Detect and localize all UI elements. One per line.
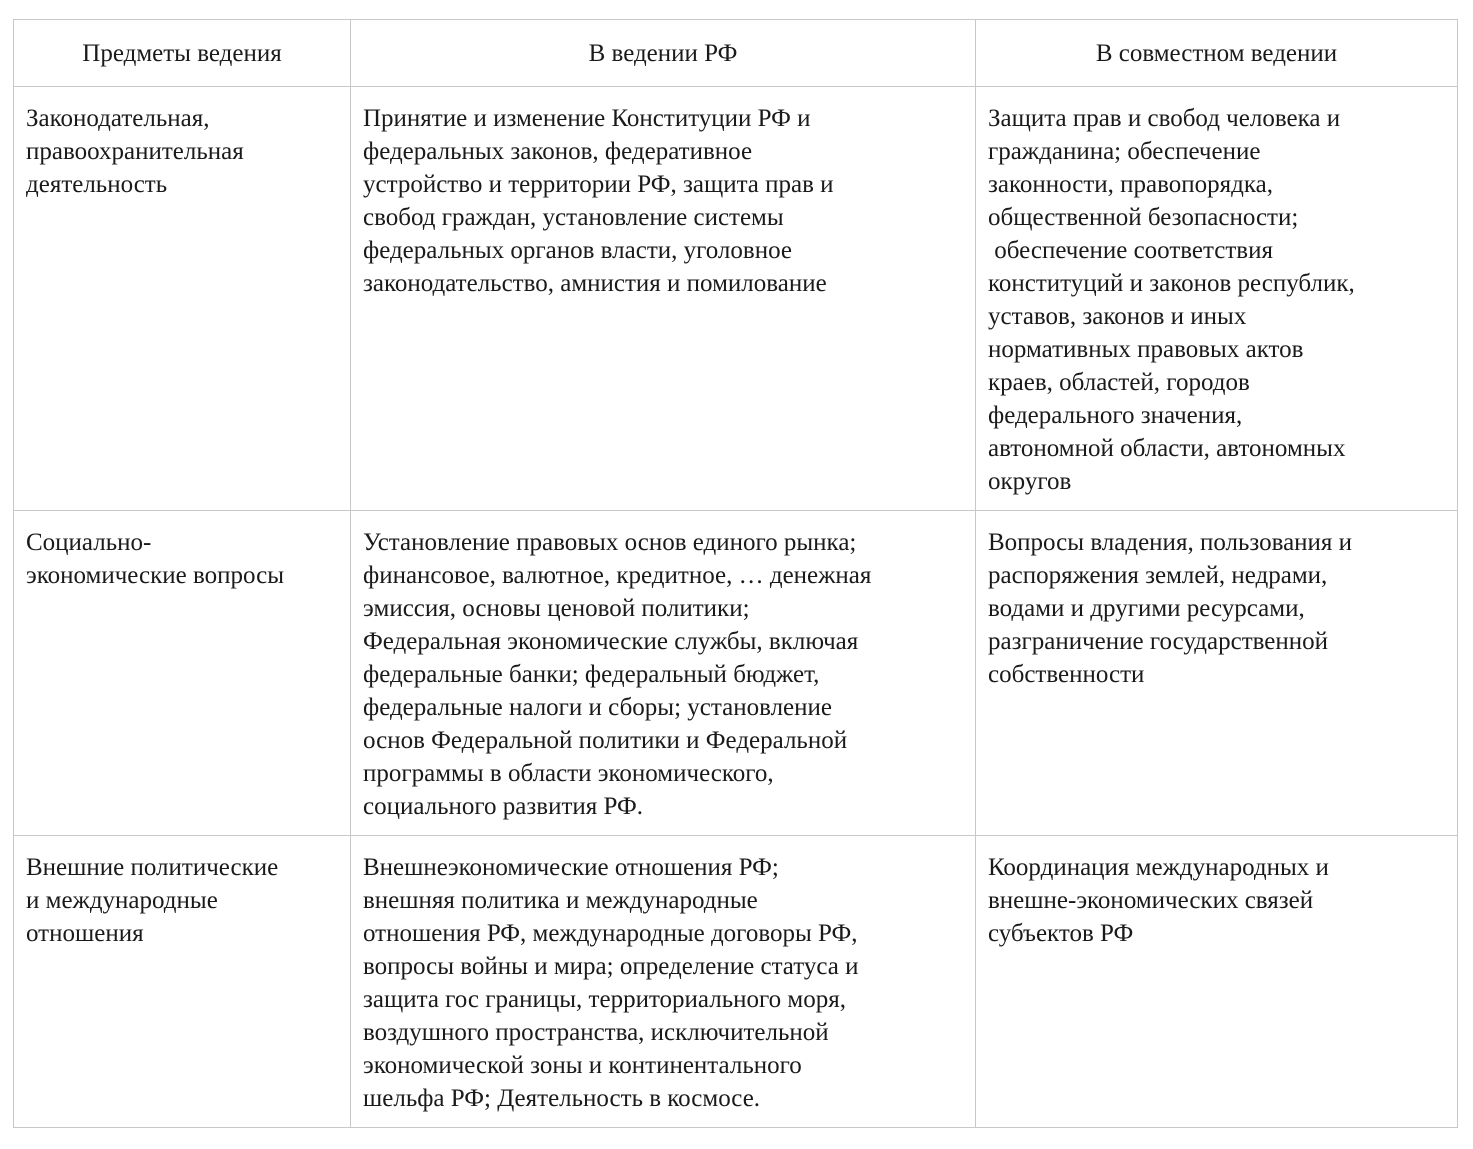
cell-federal: Внешнеэкономические отношения РФ; внешняя политика и международные отношения РФ, международные договоры РФ, вопросы войны и мира; определение статуса и защита гос границы, территориального моря, воздушного пространства, исключительной экономической зоны и континентального шельфа РФ; Деятельность в космосе. — [351, 836, 976, 1128]
header-federal: В ведении РФ — [351, 20, 976, 87]
cell-federal: Установление правовых основ единого рынка; финансовое, валютное, кредитное, … денежная эмиссия, основы ценовой политики; Федеральная экономические службы, включая федеральные банки; федеральный бюджет, федеральные налоги и сборы; установление основ Федеральной политики и Федеральной программы в области экономического, социального развития РФ. — [351, 511, 976, 836]
header-row — [14, 20, 1458, 87]
jurisdiction-table — [13, 19, 1458, 1128]
header-subjects: Предметы ведения — [14, 20, 351, 87]
cell-subject: Законодательная, правоохранительная деятельность — [14, 87, 351, 511]
cell-federal: Принятие и изменение Конституции РФ и федеральных законов, федеративное устройство и территории РФ, защита прав и свобод граждан, установление системы федеральных органов власти, уголовное законодательство, амнистия и помилование — [351, 87, 976, 511]
cell-joint: Вопросы владения, пользования и распоряжения землей, недрами, водами и другими ресурсами, разграничение государственной собственности — [976, 511, 1458, 836]
table-row — [14, 511, 1458, 836]
cell-joint: Защита прав и свобод человека и гражданина; обеспечение законности, правопорядка, общественной безопасности; обеспечение соответствия конституций и законов республик, уставов, законов и иных нормативных правовых актов краев, областей, городов федерального значения, автономной области, автономных округов — [976, 87, 1458, 511]
cell-joint: Координация международных и внешне-экономических связей субъектов РФ — [976, 836, 1458, 1128]
table-row — [14, 836, 1458, 1128]
table-row — [14, 87, 1458, 511]
cell-subject: Социально- экономические вопросы — [14, 511, 351, 836]
cell-subject: Внешние политические и международные отношения — [14, 836, 351, 1128]
header-joint: В совместном ведении — [976, 20, 1458, 87]
